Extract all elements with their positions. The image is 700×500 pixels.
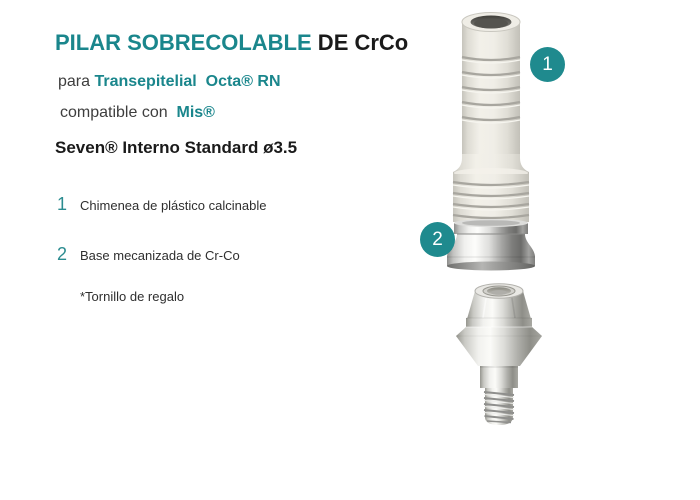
compatibility-line-1 bbox=[58, 72, 281, 91]
crco-machined-base bbox=[447, 219, 535, 271]
title-highlight: PILAR SOBRECOLABLE bbox=[55, 30, 312, 55]
figure-badge-2-label: 2 bbox=[432, 228, 443, 250]
title-rest: DE CrCo bbox=[311, 30, 409, 55]
transepithelial-abutment-illustration bbox=[450, 283, 550, 433]
footnote: *Tornillo de regalo bbox=[80, 289, 185, 304]
page-title bbox=[55, 30, 408, 55]
abutment-hex-top bbox=[467, 284, 531, 319]
list-item-1-label: Chimenea de plástico calcinable bbox=[80, 198, 267, 213]
abutment-screw bbox=[480, 366, 518, 425]
compatibility-line-2 bbox=[60, 103, 215, 122]
plastic-chimney-upper bbox=[462, 13, 520, 157]
connection-subtitle: Seven® Interno Standard ø3.5 bbox=[55, 138, 298, 157]
list-item-2-label: Base mecanizada de Cr-Co bbox=[80, 248, 240, 263]
compat1-system: Transepitelial Octa® RN bbox=[94, 73, 281, 90]
compat2-brand: Mis® bbox=[172, 104, 215, 121]
chimney-and-base-illustration bbox=[442, 10, 547, 272]
list-item-2 bbox=[57, 244, 240, 265]
plastic-chimney-lower bbox=[453, 154, 529, 222]
compat2-prefix: compatible con bbox=[60, 104, 173, 121]
figure-badge-2 bbox=[420, 222, 455, 257]
abutment-cone-body bbox=[456, 318, 542, 366]
figure-badge-1-label: 1 bbox=[542, 53, 553, 75]
list-item-1 bbox=[57, 194, 266, 215]
figure-badge-1 bbox=[530, 47, 565, 82]
compat1-prefix: para bbox=[58, 73, 95, 90]
list-item-1-number: 1 bbox=[57, 194, 68, 214]
list-item-2-number: 2 bbox=[57, 244, 68, 264]
